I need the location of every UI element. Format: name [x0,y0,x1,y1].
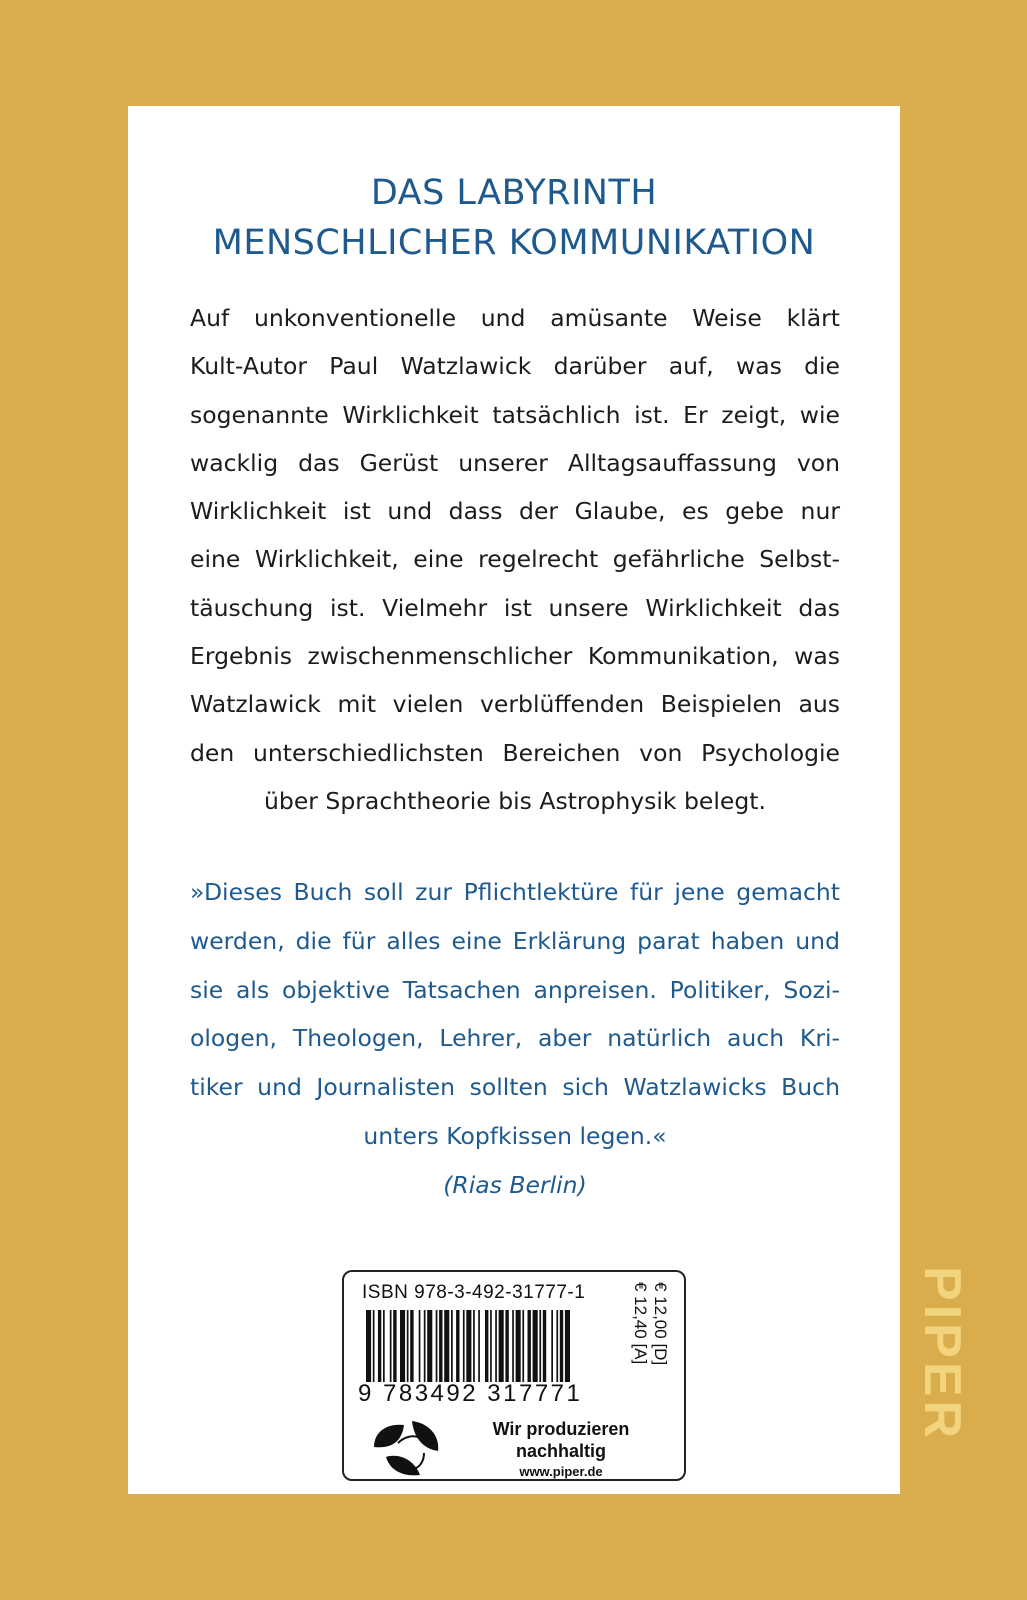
barcode-stripe [463,1310,465,1382]
blurb-line: den unterschiedlichsten Bereichen von Psychologie [190,738,840,767]
blurb-line: sogenannte Wirklichkeit tatsächlich ist. Er zeigt, wie [190,400,840,429]
quote-line: tiker und Journalisten sollten sich Watzlawicks Buch [190,1073,840,1102]
quote-line: sie als objektive Tatsachen anpreisen. Politiker, Sozi- [190,975,840,1004]
blurb-paragraph [190,294,840,825]
barcode-bars [366,1310,626,1382]
barcode-stripe [485,1310,488,1382]
heading-line-1: DAS LABYRINTH [370,173,658,213]
price-de: € 12,00 [D] [651,1282,670,1366]
blurb-line: Kult-Autor Paul Watzlawick darüber auf, was die [190,352,840,381]
barcode-stripe [451,1310,453,1382]
isbn-label: ISBN 978-3-492-31777-1 [362,1282,586,1303]
barcode-stripe [495,1310,497,1382]
blurb-line: Auf unkonventionelle und amüsante Weise klärt [190,304,840,332]
barcode-stripe [419,1310,421,1382]
barcode-stripe [390,1310,392,1382]
quote-line: unters Kopfkissen legen.« [363,1121,667,1150]
barcode-stripe [512,1310,514,1382]
back-cover-heading [128,168,900,268]
barcode-stripe [456,1310,459,1382]
barcode-stripe [478,1310,480,1382]
blurb-line: eine Wirklichkeit, eine regelrecht gefährliche Selbst- [190,545,840,574]
barcode-stripe [410,1310,413,1382]
barcode-stripe [499,1310,504,1382]
heading-line-2: MENSCHLICHER KOMMUNIKATION [212,223,816,263]
barcode-stripe [522,1310,524,1382]
barcode-stripe [466,1310,471,1382]
barcode-box [342,1270,686,1481]
blurb-line: Wirklichkeit ist und dass der Glaube, es gebe nur [190,497,840,526]
barcode-stripe [473,1310,475,1382]
barcode-stripe [551,1310,553,1382]
price-block [631,1282,670,1422]
barcode-stripe [543,1310,546,1382]
barcode-stripe [556,1310,558,1382]
barcode-stripe [373,1310,375,1382]
barcode-stripe [444,1310,449,1382]
barcode-stripe [378,1310,381,1382]
barcode-stripe [383,1310,385,1382]
publisher-logo: PIPER [913,1266,971,1443]
barcode-stripe [505,1310,508,1382]
eco-line-1: Wir produzieren [492,1419,630,1439]
barcode-stripe [439,1310,442,1382]
blurb-line: über Sprachtheorie bis Astrophysik belegt. [264,786,766,815]
barcode-stripe [427,1310,432,1382]
barcode-stripe [407,1310,409,1382]
blurb-line: Watzlawick mit vielen verblüffenden Beispielen aus [190,690,840,719]
back-cover-panel [128,106,900,1494]
barcode-stripe [400,1310,405,1382]
barcode-stripe [436,1310,438,1382]
quote-line: werden, die für alles eine Erklärung parat haben und [190,926,840,955]
blurb-line: wacklig das Gerüst unserer Alltagsauffassung von [190,448,840,477]
barcode-stripe [565,1310,570,1382]
price-at: € 12,40 [A] [631,1282,650,1365]
publisher-url: www.piper.de [519,1464,603,1479]
eco-label [456,1418,666,1482]
quote-source: (Rias Berlin) [443,1170,587,1199]
quote-line: »Dieses Buch soll zur Pflichtlektüre für jene gemacht [190,878,840,906]
recycle-leaves-icon [368,1417,448,1479]
barcode-digits: 9 783492 317771 [358,1380,583,1407]
barcode-stripe [490,1310,492,1382]
barcode-stripe [393,1310,396,1382]
barcode-stripe [533,1310,538,1382]
barcode-stripe [560,1310,563,1382]
barcode-stripe [366,1310,371,1382]
barcode-stripe [539,1310,541,1382]
quote-line: ologen, Theologen, Lehrer, aber natürlich auch Kri- [190,1024,840,1053]
barcode-stripe [528,1310,531,1382]
blurb-line: Ergebnis zwischenmenschlicher Kommunikation, was [190,642,840,671]
barcode-stripe [424,1310,426,1382]
blurb-line: täuschung ist. Vielmehr ist unsere Wirklichkeit das [190,593,840,622]
review-quote [190,868,840,1210]
barcode-stripe [516,1310,521,1382]
eco-line-2: nachhaltig [515,1441,606,1461]
